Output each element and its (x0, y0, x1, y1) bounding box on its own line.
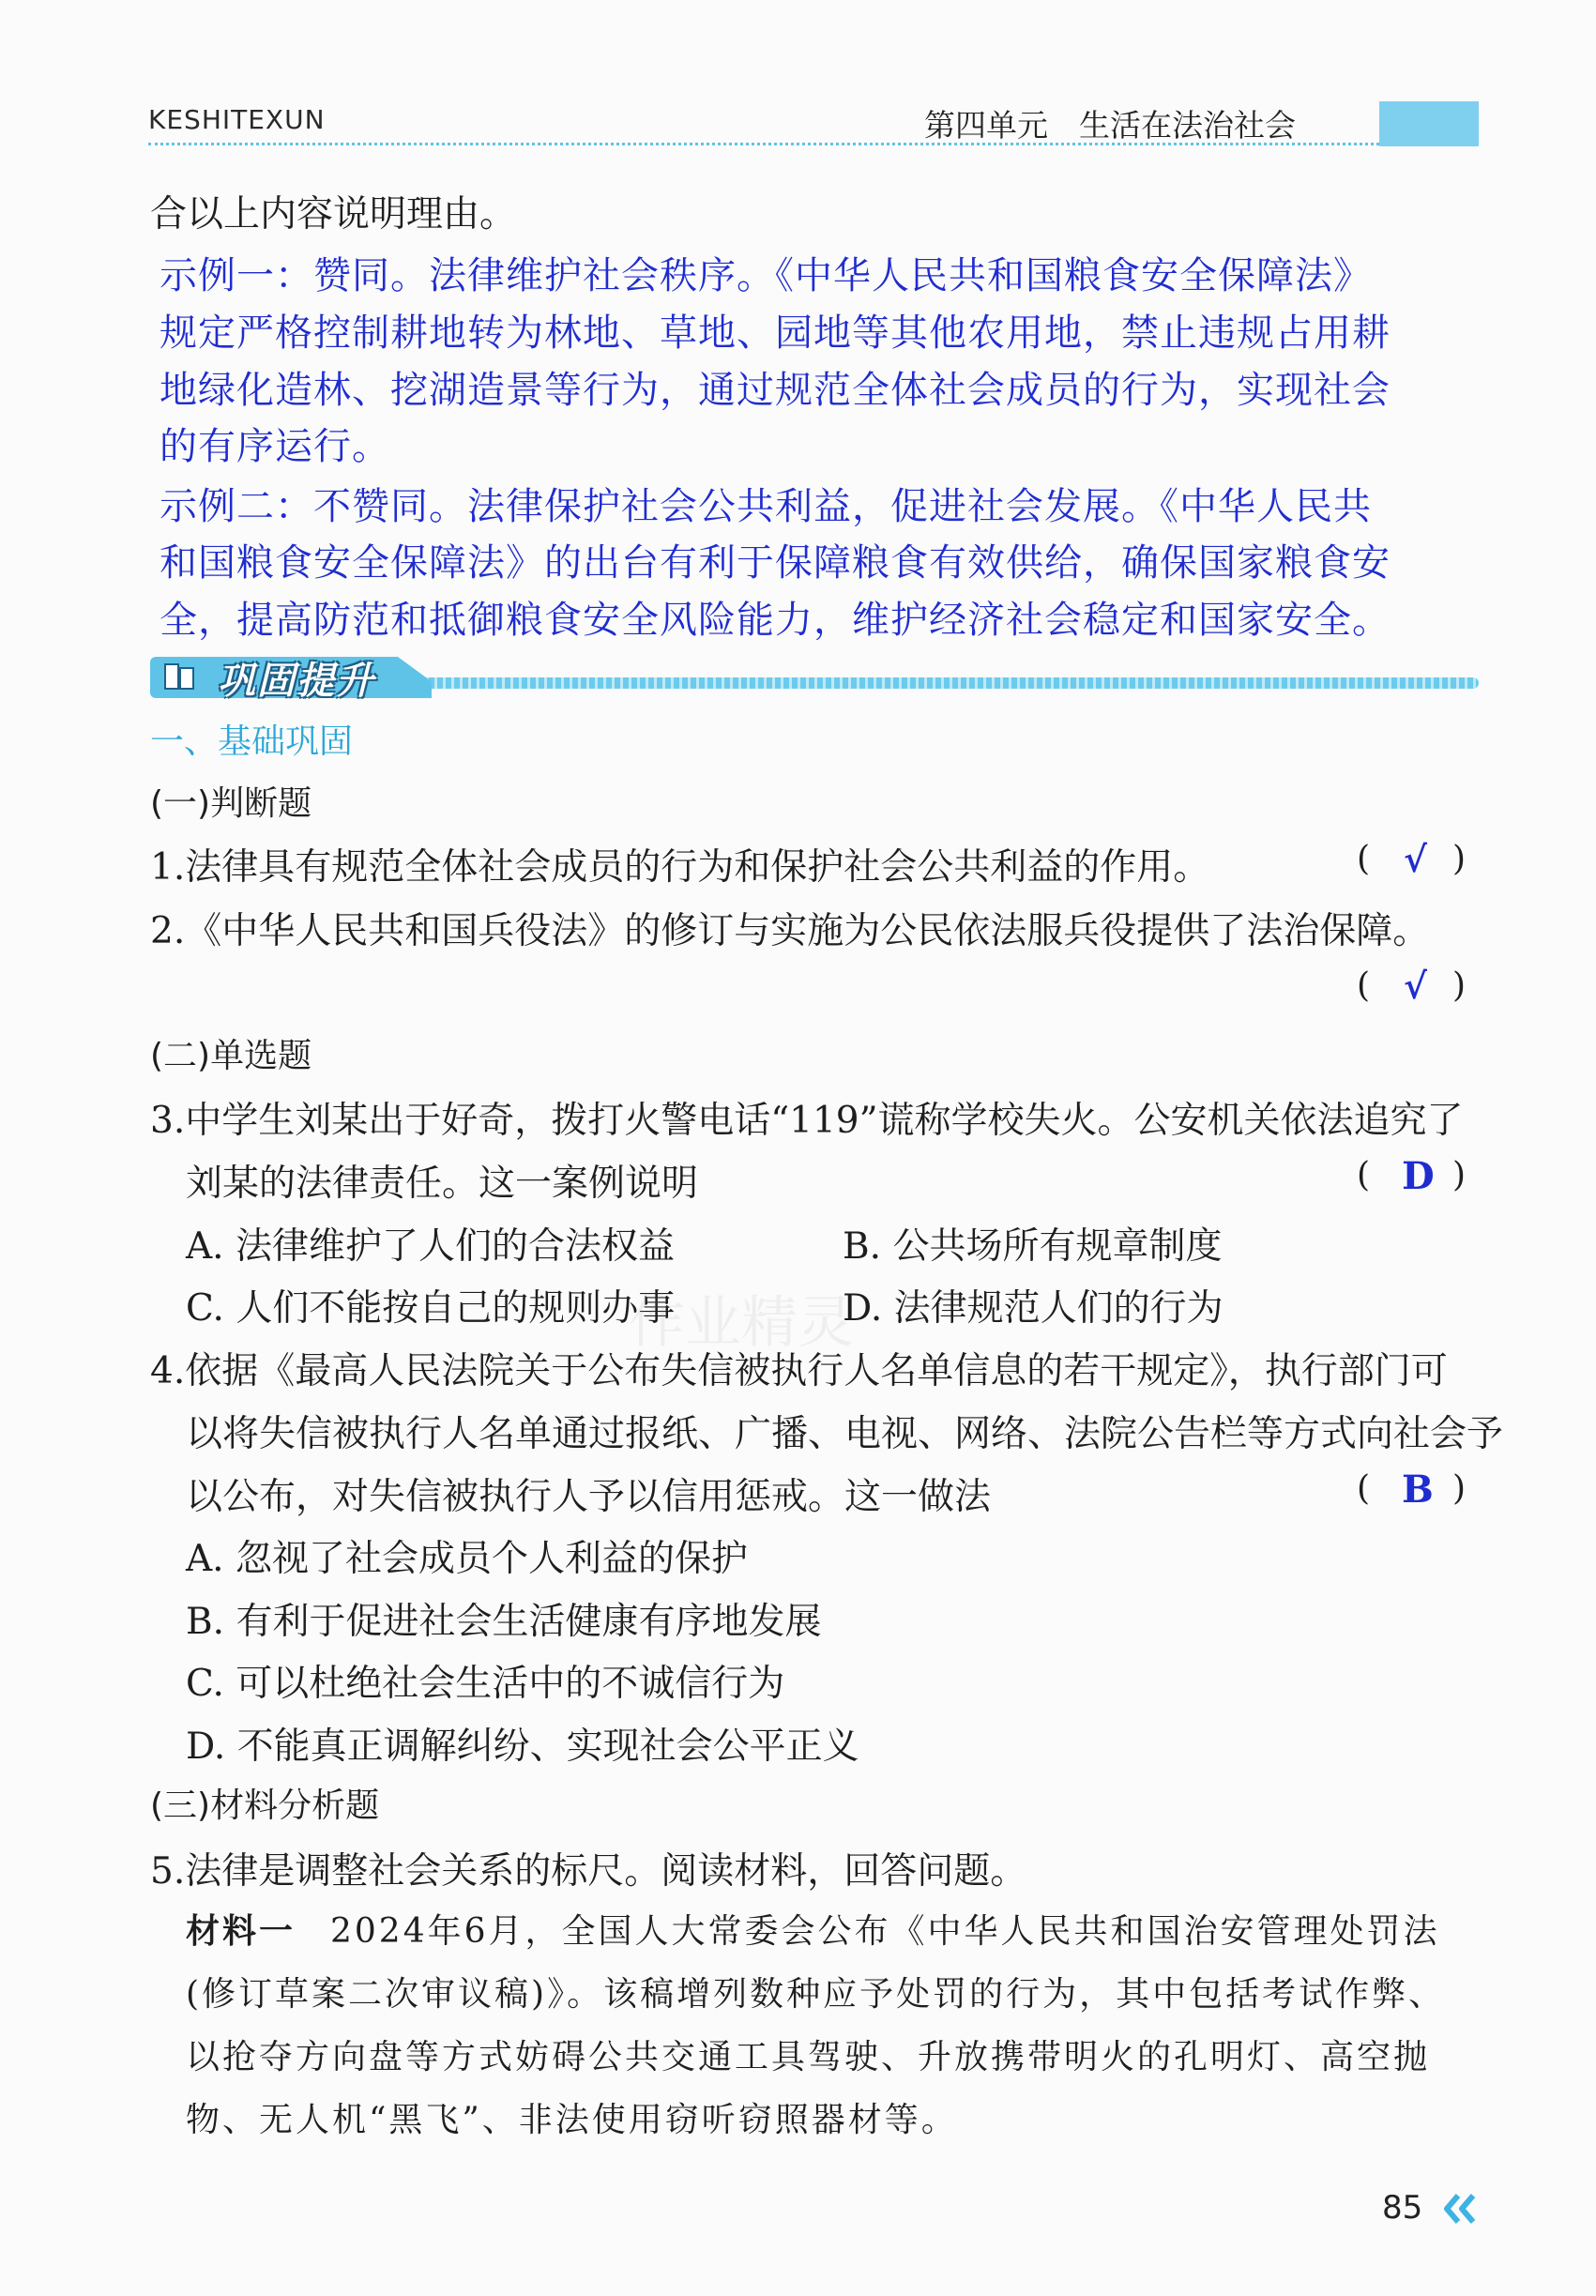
option-c: C. 人们不能按自己的规则办事 (186, 1287, 676, 1330)
material-line: 物、无人机“黑飞”、非法使用窃听窃照器材等。 (186, 2101, 958, 2139)
header-color-tab (1379, 101, 1479, 146)
answer-letter: B (1402, 1467, 1434, 1512)
material-line: (修订草案二次审议稿)》。该稿增列数种应予处罚的行为，其中包括考试作弊、 (186, 1975, 1446, 2014)
banner-label: 巩固提升 (218, 660, 375, 703)
question-5: 5.法律是调整社会关系的标尺。阅读材料，回答问题。 (150, 1850, 1027, 1893)
part3-title: (三)材料分析题 (150, 1787, 380, 1825)
answer-paren-open: ( (1357, 1156, 1371, 1194)
answer-example2-line: 全，提高防范和抵御粮食安全风险能力，维护经济社会稳定和国家安全。 (160, 599, 1391, 642)
part2-title: (二)单选题 (150, 1037, 312, 1075)
answer-paren-open: ( (1357, 966, 1371, 1005)
brand-text: KESHITEXUN (148, 104, 326, 135)
header-dotted-rule (148, 143, 1385, 145)
option-b: B. 公共场所有规章制度 (843, 1225, 1223, 1268)
answer-example1-line: 地绿化造林、挖湖造景等行为，通过规范全体社会成员的行为，实现社会 (160, 369, 1391, 412)
answer-check-mark: √ (1404, 838, 1427, 880)
answer-paren-open: ( (1357, 1469, 1371, 1508)
question-2: 2.《中华人民共和国兵役法》的修订与实施为公民依法服兵役提供了法治保障。 (150, 910, 1430, 952)
option-c: C. 可以杜绝社会生活中的不诚信行为 (186, 1663, 785, 1705)
option-a: A. 法律维护了人们的合法权益 (186, 1225, 675, 1268)
answer-example1-line: 的有序运行。 (160, 425, 390, 468)
answer-paren-close: ) (1452, 1469, 1467, 1508)
option-b: B. 有利于促进社会生活健康有序地发展 (186, 1601, 822, 1643)
question-1: 1.法律具有规范全体社会成员的行为和保护社会公共利益的作用。 (150, 846, 1210, 889)
answer-paren-close: ) (1452, 840, 1467, 878)
question-3-line: 刘某的法律责任。这一案例说明 (186, 1163, 699, 1205)
part1-title: (一)判断题 (150, 784, 312, 823)
watermark: 作业精灵 (629, 1290, 854, 1356)
answer-paren-close: ) (1452, 1156, 1467, 1194)
answer-example2-line: 和国粮食安全保障法》的出台有利于保障粮食有效供给，确保国家粮食安 (160, 541, 1391, 585)
answer-example2-line: 示例二：不赞同。法律保护社会公共利益，促进社会发展。《中华人民共 (160, 485, 1372, 528)
intro-line: 合以上内容说明理由。 (150, 193, 517, 236)
question-4-line: 4.依据《最高人民法院关于公布失信被执行人名单信息的若干规定》，执行部门可 (150, 1350, 1448, 1392)
answer-example1-line: 示例一：赞同。法律维护社会秩序。《中华人民共和国粮食安全保障法》 (160, 254, 1372, 297)
answer-example1-line: 规定严格控制耕地转为林地、草地、园地等其他农用地，禁止违规占用耕 (160, 312, 1391, 355)
option-d: D. 不能真正调解纠纷、实现社会公平正义 (186, 1726, 859, 1768)
answer-check-mark: √ (1404, 965, 1427, 1007)
page-number: 85 (1382, 2189, 1423, 2227)
question-4-line: 以公布，对失信被执行人予以信用惩戒。这一做法 (186, 1476, 992, 1518)
section-title: 一、基础巩固 (150, 722, 354, 761)
unit-title: 第四单元 生活在法治社会 (924, 107, 1296, 144)
option-d: D. 法律规范人们的行为 (843, 1287, 1224, 1330)
answer-paren-open: ( (1357, 840, 1371, 878)
question-4-line: 以将失信被执行人名单通过报纸、广播、电视、网络、法院公告栏等方式向社会予 (186, 1413, 1504, 1455)
material-line: 2024年6月，全国人大常委会公布《中华人民共和国治安管理处罚法 (330, 1912, 1440, 1951)
option-a: A. 忽视了社会成员个人利益的保护 (186, 1538, 748, 1580)
answer-paren-close: ) (1452, 966, 1467, 1005)
bookmark-icon (161, 661, 199, 692)
material-label: 材料一 (186, 1912, 296, 1951)
double-chevron-left-icon (1441, 2192, 1479, 2226)
answer-letter: D (1402, 1154, 1435, 1198)
material-line: 以抢夺方向盘等方式妨碍公共交通工具驾驶、升放携带明火的孔明灯、高空抛 (186, 2038, 1431, 2076)
question-3-line: 3.中学生刘某出于好奇，拨打火警电话“119”谎称学校失火。公安机关依法追究了 (150, 1100, 1464, 1142)
